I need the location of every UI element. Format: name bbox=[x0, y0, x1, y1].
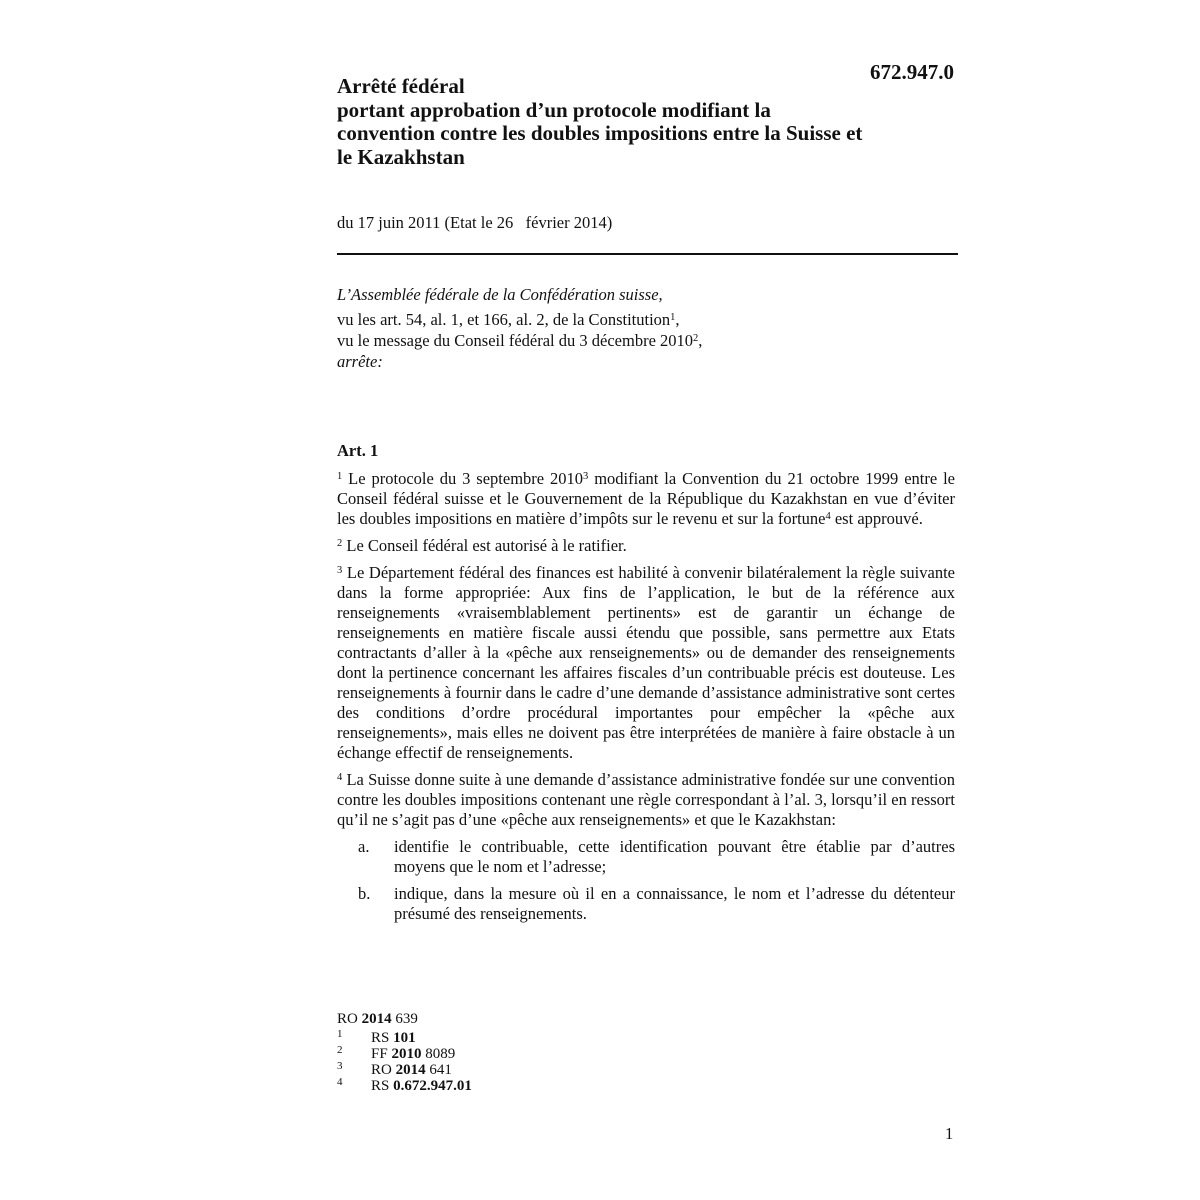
paragraph-number: 2 bbox=[337, 538, 343, 549]
paragraph-text: est approuvé. bbox=[830, 509, 923, 528]
separator-rule bbox=[337, 253, 958, 255]
paragraph-text: modifiant la Convention du 21 octobre 1999 entre le Conseil fédéral suisse et le Gouvernement de la République du Kazakhstan en vue d’éviter les doubles impositions en matière d’impôts sur le revenu et sur la fortune bbox=[337, 469, 955, 528]
sr-number: 672.947.0 bbox=[870, 60, 954, 84]
paragraph-text: Le Conseil fédéral est autorisé à le ratifier. bbox=[342, 536, 627, 555]
preamble-text: vu les art. 54, al. 1, et 166, al. 2, de la Constitution bbox=[337, 310, 671, 329]
preamble bbox=[337, 284, 957, 372]
page-number: 1 bbox=[945, 1124, 954, 1143]
footnote-ref[interactable]: 4 bbox=[825, 511, 831, 522]
footnote-prefix: RS bbox=[371, 1078, 394, 1094]
footnote-number: 2 bbox=[337, 1044, 343, 1056]
preamble-assembly: L’Assemblée fédérale de la Confédération suisse, bbox=[337, 285, 663, 304]
footnote-rest: 8089 bbox=[421, 1046, 456, 1062]
article-paragraph-1 bbox=[337, 469, 955, 529]
footnote-2 bbox=[337, 1046, 472, 1062]
source-page: 639 bbox=[391, 1011, 418, 1027]
paragraph-number: 1 bbox=[337, 471, 343, 482]
list-marker: a. bbox=[358, 837, 370, 856]
preamble-decree: arrête: bbox=[337, 352, 383, 371]
preamble-punct: , bbox=[698, 331, 703, 350]
list-item-text: indique, dans la mesure où il en a connaissance, le nom et l’adresse du détenteur présumé des renseignements. bbox=[394, 884, 955, 923]
footnote-ref[interactable]: 1 bbox=[670, 312, 676, 323]
paragraph-text: La Suisse donne suite à une demande d’assistance administrative fondée sur une convention contre les doubles impositions contenant une règle correspondant à l’al. 3, lorsqu’il en ressort qu’il ne s’agit pas d’une «pêche aux renseignements» et que le Kazakhstan: bbox=[337, 770, 955, 829]
paragraph-text: Le Département fédéral des finances est habilité à convenir bilatéralement la règle suivante dans la forme appropriée: Aux fins de l’application, le but de la référence aux renseignements «vraisemblablement pertinents» est de garantir un échange de renseignements en matière fiscale aussi étendu que possible, sans permettre aux Etats contractants d’aller à la «pêche aux renseignements» ou de demander des renseignements dont la pertinence concernant les affaires fiscales d’un contribuable précis est douteuse. Les renseignements à fournir dans le cadre d’une demande d’assistance administrative sont certes des conditions d’ordre procédural importantes pour empêcher la «pêche aux renseignements», mais elles ne doivent pas être interprétées de manière à faire obstacle à un échange effectif de renseignements. bbox=[337, 563, 955, 762]
list-item-text: identifie le contribuable, cette identification pouvant être établie par d’autres moyens que le nom et l’adresse; bbox=[394, 837, 955, 876]
title-line: convention contre les doubles impositions entre la Suisse et bbox=[337, 121, 863, 145]
footnote-3 bbox=[337, 1062, 472, 1078]
title-line: Arrêté fédéral bbox=[337, 74, 465, 98]
title-line: portant approbation d’un protocole modifiant la bbox=[337, 97, 771, 122]
footnote-ref[interactable]: 3 bbox=[583, 471, 589, 482]
article-body bbox=[337, 469, 955, 931]
paragraph-number: 3 bbox=[337, 565, 343, 576]
list-marker: b. bbox=[358, 884, 371, 903]
footnote-bold: 0.672.947.01 bbox=[393, 1078, 472, 1094]
article-paragraph-2 bbox=[337, 536, 955, 556]
article-heading: Art. 1 bbox=[337, 441, 379, 460]
list-item-b bbox=[337, 884, 955, 924]
document-title bbox=[337, 75, 957, 169]
preamble-text: vu le message du Conseil fédéral du 3 décembre 2010 bbox=[337, 331, 694, 350]
preamble-punct: , bbox=[675, 310, 680, 329]
source-reference bbox=[337, 1011, 472, 1027]
footnote-bold: 2010 bbox=[391, 1046, 422, 1062]
footnote-bold: 101 bbox=[393, 1030, 416, 1046]
sources-block bbox=[337, 1011, 472, 1094]
preamble-message-line bbox=[337, 330, 957, 351]
footnote-prefix: FF bbox=[371, 1046, 392, 1062]
footnote-1 bbox=[337, 1030, 472, 1046]
footnote-number: 3 bbox=[337, 1060, 343, 1072]
list-item-a bbox=[337, 837, 955, 877]
footnote-rest: 641 bbox=[425, 1062, 452, 1078]
source-prefix: RO bbox=[337, 1011, 362, 1027]
preamble-constitution-line bbox=[337, 309, 957, 330]
footnote-4 bbox=[337, 1078, 472, 1094]
paragraph-number: 4 bbox=[337, 772, 343, 783]
article-paragraph-3 bbox=[337, 563, 955, 763]
article-paragraph-4 bbox=[337, 770, 955, 830]
date-line: du 17 juin 2011 (Etat le 26 février 2014) bbox=[337, 213, 613, 232]
footnote-bold: 2014 bbox=[395, 1062, 426, 1078]
footnote-number: 4 bbox=[337, 1076, 343, 1088]
footnote-prefix: RS bbox=[371, 1030, 394, 1046]
footnote-prefix: RO bbox=[371, 1062, 396, 1078]
paragraph-text: Le protocole du 3 septembre 2010 bbox=[342, 469, 584, 488]
footnote-number: 1 bbox=[337, 1028, 343, 1040]
title-line: le Kazakhstan bbox=[337, 144, 465, 169]
source-year: 2014 bbox=[361, 1011, 392, 1027]
footnote-ref[interactable]: 2 bbox=[693, 333, 699, 344]
